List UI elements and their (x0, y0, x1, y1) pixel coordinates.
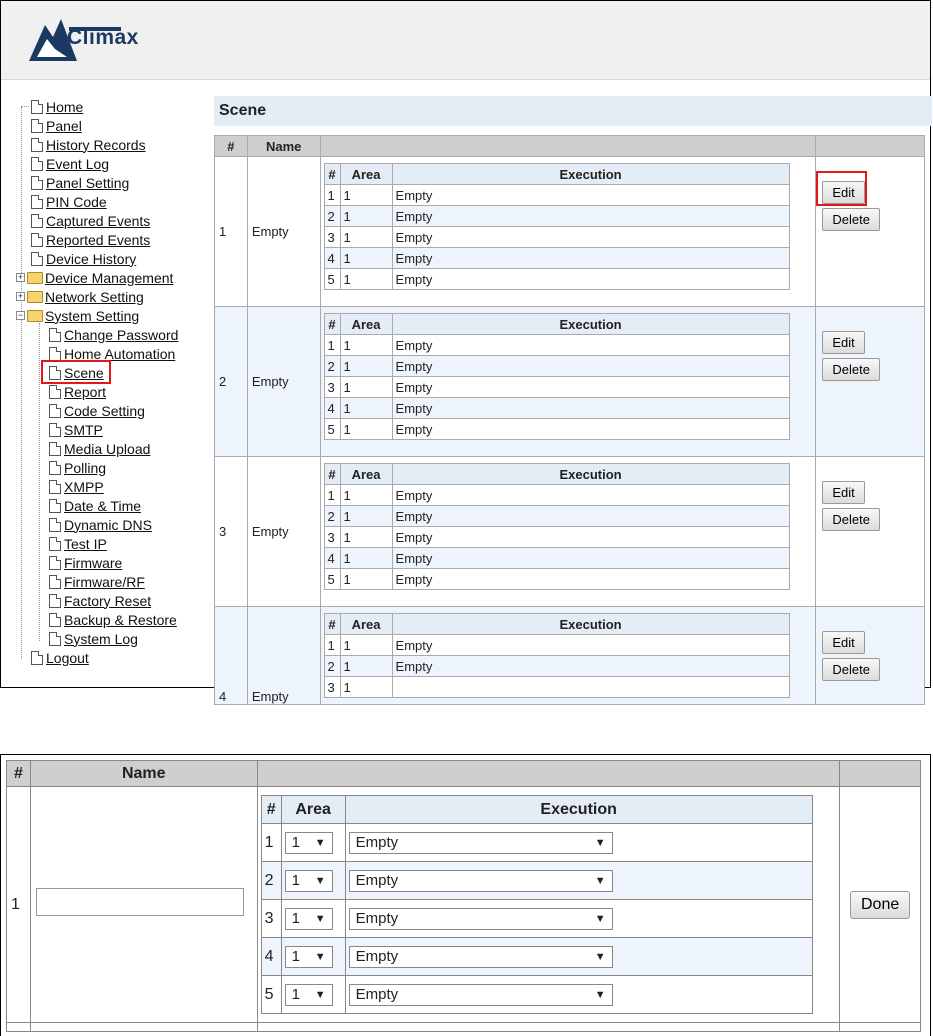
scene-row (215, 607, 925, 705)
area-cell (281, 900, 345, 938)
execution-cell (320, 157, 816, 307)
inner-execution-header: Execution (392, 614, 789, 635)
step-execution: Empty (392, 656, 789, 677)
col-name-header: Name (247, 136, 320, 157)
col-name-header: Name (30, 761, 257, 787)
scene-num: 3 (215, 457, 248, 607)
step-execution: Empty (392, 548, 789, 569)
execution-row (261, 938, 812, 976)
page-icon (49, 556, 61, 570)
execution-cell (345, 976, 812, 1014)
execution-select[interactable] (349, 984, 613, 1006)
inner-area-header: Area (340, 464, 392, 485)
execution-table (261, 795, 813, 1014)
step-num: 1 (261, 824, 281, 862)
expand-icon[interactable]: + (17, 272, 24, 282)
step-execution: Empty (392, 248, 789, 269)
actions-cell (816, 457, 925, 607)
dropdown-arrow-icon: ▼ (314, 950, 326, 963)
page-icon (31, 233, 43, 247)
sidebar-item-date-time[interactable]: Date & Time (41, 496, 141, 515)
sidebar-item-firmware-rf[interactable]: Firmware/RF (41, 572, 145, 591)
sidebar-item-network-setting[interactable]: + Network Setting (17, 288, 144, 305)
execution-value: Empty (355, 986, 399, 1003)
folder-icon (27, 272, 43, 284)
dropdown-arrow-icon: ▼ (594, 874, 606, 887)
actions-cell (840, 787, 921, 1023)
collapse-icon[interactable]: − (17, 310, 24, 320)
step-area: 1 (340, 548, 392, 569)
execution-row (324, 227, 789, 248)
page-icon (49, 537, 61, 551)
sidebar-item-pin-code[interactable]: PIN Code (23, 192, 107, 211)
execution-row (324, 206, 789, 227)
edit-button[interactable]: Edit (822, 481, 864, 504)
step-num: 4 (324, 398, 340, 419)
step-num: 3 (324, 677, 340, 698)
inner-area-header: Area (340, 164, 392, 185)
step-execution: Empty (392, 227, 789, 248)
dropdown-arrow-icon: ▼ (314, 836, 326, 849)
execution-row (261, 976, 812, 1014)
execution-row (324, 569, 789, 590)
sidebar-item-xmpp[interactable]: XMPP (41, 477, 104, 496)
step-execution: Empty (392, 527, 789, 548)
col-actions-header (840, 761, 921, 787)
step-num: 3 (324, 527, 340, 548)
sidebar-item-home-automation[interactable]: Home Automation (41, 344, 175, 363)
execution-cell (257, 787, 840, 1023)
execution-cell (345, 824, 812, 862)
done-button[interactable]: Done (850, 891, 910, 919)
step-area: 1 (340, 269, 392, 290)
scene-name: Empty (247, 607, 320, 705)
page-title-bar (214, 96, 932, 126)
execution-table (324, 613, 790, 698)
step-num: 5 (324, 419, 340, 440)
scene-edit-screenshot (0, 754, 931, 1036)
sidebar-item-system-log[interactable]: System Log (41, 629, 138, 648)
step-num: 3 (324, 227, 340, 248)
brand-name: Climax (67, 26, 139, 49)
sidebar-item-system-setting[interactable]: − System Setting (17, 307, 140, 324)
execution-row (324, 419, 789, 440)
scene-num: 2 (215, 307, 248, 457)
execution-select[interactable] (349, 832, 613, 854)
step-num: 3 (261, 900, 281, 938)
page-icon (49, 328, 61, 342)
inner-num-header: # (324, 164, 340, 185)
edit-highlight-box (816, 171, 867, 206)
name-cell (30, 787, 257, 1023)
area-cell (281, 976, 345, 1014)
scene-name-input[interactable] (36, 888, 244, 916)
sidebar-item-panel[interactable]: Panel (23, 116, 82, 135)
delete-button[interactable]: Delete (822, 658, 880, 681)
step-area: 1 (340, 248, 392, 269)
scene-table (214, 135, 925, 705)
step-area: 1 (340, 377, 392, 398)
sidebar-item-code-setting[interactable]: Code Setting (41, 401, 145, 420)
step-execution: Empty (392, 506, 789, 527)
execution-value: Empty (355, 834, 399, 851)
inner-num-header: # (261, 796, 281, 824)
step-execution: Empty (392, 269, 789, 290)
sidebar-item-change-password[interactable]: Change Password (41, 325, 178, 344)
area-cell (281, 938, 345, 976)
page-icon (49, 575, 61, 589)
area-cell (281, 862, 345, 900)
scene-edit-table (6, 760, 921, 1032)
step-num: 2 (324, 656, 340, 677)
step-num: 5 (324, 269, 340, 290)
sidebar-item-panel-setting[interactable]: Panel Setting (23, 173, 129, 192)
step-area: 1 (340, 485, 392, 506)
step-area: 1 (340, 185, 392, 206)
execution-row (324, 356, 789, 377)
area-select[interactable] (285, 984, 333, 1006)
step-area: 1 (340, 227, 392, 248)
page-icon (31, 100, 43, 114)
execution-row (324, 506, 789, 527)
area-value: 1 (291, 910, 300, 927)
scene-name: Empty (247, 307, 320, 457)
step-num: 1 (324, 635, 340, 656)
dropdown-arrow-icon: ▼ (594, 950, 606, 963)
execution-row (324, 485, 789, 506)
inner-execution-header: Execution (392, 314, 789, 335)
dropdown-arrow-icon: ▼ (314, 874, 326, 887)
execution-cell (345, 900, 812, 938)
page-icon (31, 119, 43, 133)
delete-button[interactable]: Delete (822, 508, 880, 531)
execution-cell (345, 938, 812, 976)
sidebar-item-device-history[interactable]: Device History (23, 249, 136, 268)
execution-row (261, 900, 812, 938)
scene-name: Empty (247, 157, 320, 307)
step-area: 1 (340, 677, 392, 698)
execution-row (324, 269, 789, 290)
page-icon (49, 404, 61, 418)
scene-name: Empty (247, 457, 320, 607)
scene-row (215, 457, 925, 607)
dropdown-arrow-icon: ▼ (314, 988, 326, 1001)
expand-icon[interactable]: + (17, 291, 24, 301)
step-area: 1 (340, 419, 392, 440)
step-execution: Empty (392, 419, 789, 440)
delete-button[interactable]: Delete (822, 208, 880, 231)
step-execution: Empty (392, 185, 789, 206)
inner-execution-header: Execution (345, 796, 812, 824)
area-select[interactable] (285, 832, 333, 854)
area-select[interactable] (285, 870, 333, 892)
page-icon (49, 499, 61, 513)
dropdown-arrow-icon: ▼ (594, 988, 606, 1001)
edit-button[interactable]: Edit (822, 181, 864, 204)
execution-row (261, 862, 812, 900)
col-num-header: # (215, 136, 248, 157)
page-icon (31, 195, 43, 209)
page-icon (49, 594, 61, 608)
page-icon (49, 423, 61, 437)
inner-execution-header: Execution (392, 164, 789, 185)
sidebar-item-media-upload[interactable]: Media Upload (41, 439, 150, 458)
execution-value: Empty (355, 872, 399, 889)
execution-select[interactable] (349, 870, 613, 892)
execution-select[interactable] (349, 908, 613, 930)
dropdown-arrow-icon: ▼ (594, 836, 606, 849)
sidebar-item-device-management[interactable]: + Device Management (17, 269, 174, 286)
execution-cell (320, 457, 816, 607)
page-icon (49, 518, 61, 532)
step-num: 4 (261, 938, 281, 976)
sidebar-item-home[interactable]: Home (23, 97, 83, 116)
col-actions-header (816, 136, 925, 157)
page-icon (31, 157, 43, 171)
step-execution: Empty (392, 206, 789, 227)
sidebar-item-logout[interactable]: Logout (23, 648, 89, 667)
step-execution: Empty (392, 335, 789, 356)
step-execution (392, 677, 789, 698)
sidebar-item-captured-events[interactable]: Captured Events (23, 211, 150, 230)
step-num: 2 (324, 506, 340, 527)
execution-value: Empty (355, 910, 399, 927)
step-num: 2 (324, 356, 340, 377)
execution-row (324, 377, 789, 398)
col-execution-header (257, 761, 840, 787)
step-num: 3 (324, 377, 340, 398)
step-area: 1 (340, 527, 392, 548)
execution-row (324, 185, 789, 206)
inner-execution-header: Execution (392, 464, 789, 485)
execution-table (324, 463, 790, 590)
scene-num: 1 (215, 157, 248, 307)
step-execution: Empty (392, 398, 789, 419)
step-area: 1 (340, 635, 392, 656)
step-area: 1 (340, 335, 392, 356)
step-num: 4 (324, 248, 340, 269)
inner-num-header: # (324, 614, 340, 635)
step-area: 1 (340, 656, 392, 677)
col-execution-header (320, 136, 816, 157)
page-icon (49, 347, 61, 361)
edit-button[interactable]: Edit (822, 331, 864, 354)
execution-row (324, 656, 789, 677)
page-icon (31, 252, 43, 266)
inner-num-header: # (324, 314, 340, 335)
area-cell (281, 824, 345, 862)
inner-area-header: Area (340, 614, 392, 635)
page-icon (49, 632, 61, 646)
execution-value: Empty (355, 948, 399, 965)
step-num: 5 (261, 976, 281, 1014)
inner-num-header: # (324, 464, 340, 485)
step-execution: Empty (392, 377, 789, 398)
step-execution: Empty (392, 635, 789, 656)
sidebar-item-dynamic-dns[interactable]: Dynamic DNS (41, 515, 152, 534)
step-num: 2 (261, 862, 281, 900)
step-num: 1 (324, 485, 340, 506)
scene-highlight-box (41, 360, 111, 384)
dropdown-arrow-icon: ▼ (314, 912, 326, 925)
execution-row (324, 398, 789, 419)
actions-cell (816, 307, 925, 457)
execution-row (324, 635, 789, 656)
execution-row (261, 824, 812, 862)
sidebar-item-reported-events[interactable]: Reported Events (23, 230, 150, 249)
execution-row (324, 527, 789, 548)
sidebar-item-report[interactable]: Report (41, 382, 106, 401)
step-area: 1 (340, 569, 392, 590)
page-icon (31, 138, 43, 152)
step-num: 5 (324, 569, 340, 590)
delete-button[interactable]: Delete (822, 358, 880, 381)
execution-row (324, 335, 789, 356)
sidebar-item-backup-restore[interactable]: Backup & Restore (41, 610, 177, 629)
page-icon (31, 214, 43, 228)
step-area: 1 (340, 356, 392, 377)
execution-cell (320, 607, 816, 705)
execution-row (324, 248, 789, 269)
step-execution: Empty (392, 485, 789, 506)
execution-row (324, 548, 789, 569)
execution-select[interactable] (349, 946, 613, 968)
step-num: 2 (324, 206, 340, 227)
execution-cell (320, 307, 816, 457)
open-folder-icon (27, 310, 43, 322)
app-header (1, 1, 930, 80)
step-num: 1 (324, 335, 340, 356)
sidebar-item-scene[interactable]: Scene (41, 363, 104, 382)
page-icon (49, 385, 61, 399)
dropdown-arrow-icon: ▼ (594, 912, 606, 925)
step-area: 1 (340, 506, 392, 527)
page-icon (49, 461, 61, 475)
step-area: 1 (340, 206, 392, 227)
inner-area-header: Area (281, 796, 345, 824)
execution-row (324, 677, 789, 698)
area-value: 1 (291, 986, 300, 1003)
page-icon (49, 480, 61, 494)
area-select[interactable] (285, 946, 333, 968)
step-execution: Empty (392, 569, 789, 590)
folder-icon (27, 291, 43, 303)
area-value: 1 (291, 834, 300, 851)
sidebar-item-polling[interactable]: Polling (41, 458, 106, 477)
sidebar-item-firmware[interactable]: Firmware (41, 553, 122, 572)
step-num: 1 (324, 185, 340, 206)
execution-cell (345, 862, 812, 900)
page-icon (49, 442, 61, 456)
area-value: 1 (291, 948, 300, 965)
page-icon (31, 176, 43, 190)
row-num: 1 (7, 787, 31, 1023)
edit-button[interactable]: Edit (822, 631, 864, 654)
step-num: 4 (324, 548, 340, 569)
sidebar-item-history-records[interactable]: History Records (23, 135, 146, 154)
step-area: 1 (340, 398, 392, 419)
page-icon (49, 613, 61, 627)
sidebar-item-smtp[interactable]: SMTP (41, 420, 103, 439)
sidebar-item-factory-reset[interactable]: Factory Reset (41, 591, 151, 610)
area-value: 1 (291, 872, 300, 889)
execution-table (324, 163, 790, 290)
page-icon (31, 651, 43, 665)
col-num-header: # (7, 761, 31, 787)
sidebar-item-test-ip[interactable]: Test IP (41, 534, 107, 553)
page-title: Scene (219, 102, 267, 119)
scene-num: 4 (215, 607, 248, 705)
sidebar-item-event-log[interactable]: Event Log (23, 154, 109, 173)
execution-table (324, 313, 790, 440)
actions-cell (816, 607, 925, 705)
step-execution: Empty (392, 356, 789, 377)
inner-area-header: Area (340, 314, 392, 335)
area-select[interactable] (285, 908, 333, 930)
scene-row (215, 307, 925, 457)
